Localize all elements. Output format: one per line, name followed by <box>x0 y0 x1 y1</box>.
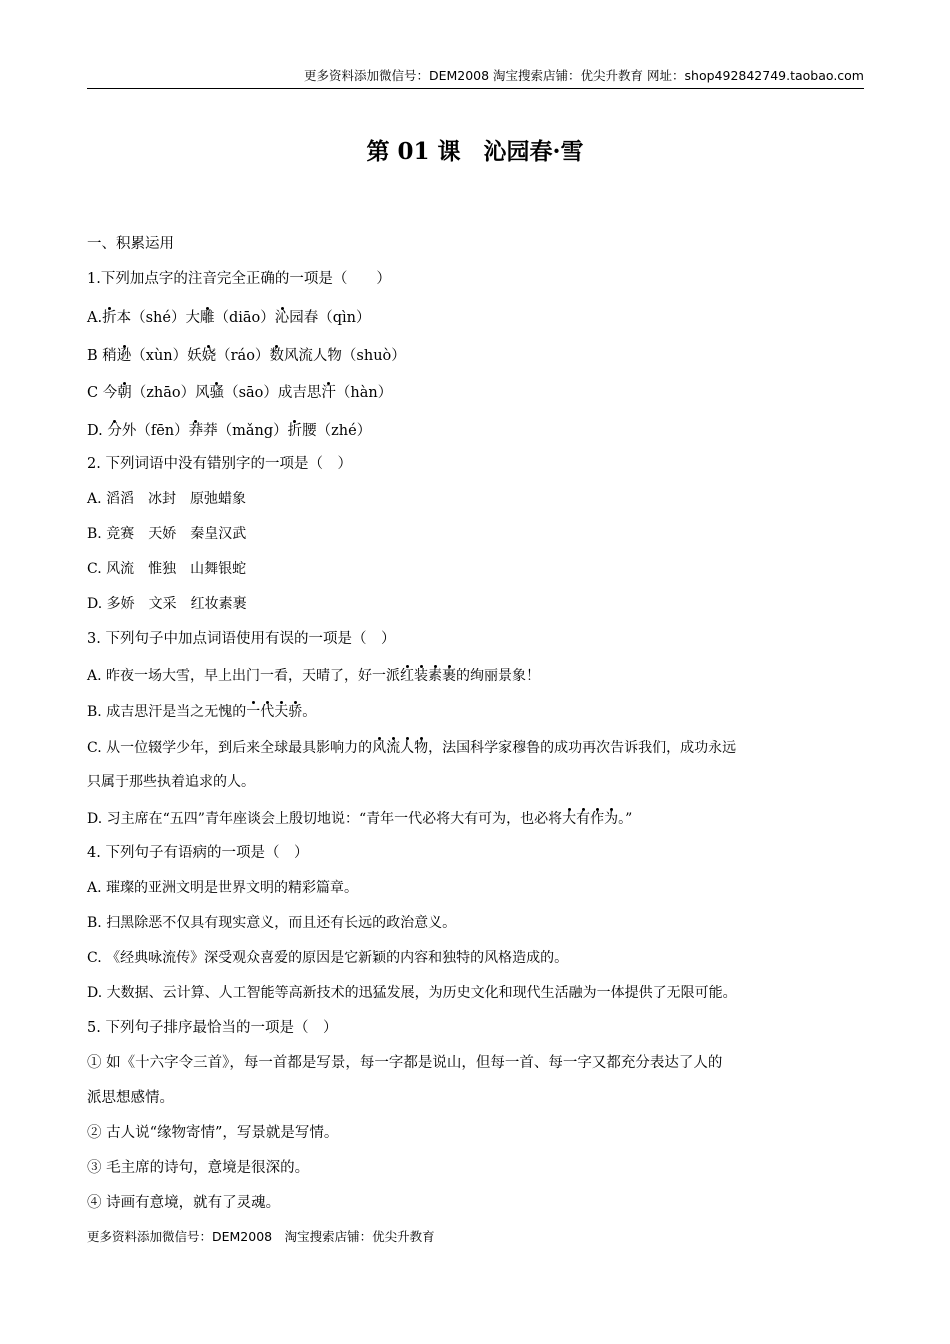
lesson-title: 第 01 课 沁园春·雪 <box>366 138 584 165</box>
question-3-option-a: A. 昨夜一场大雪，早上出门一看，天晴了，好一派红装素裹的绚丽景象！ <box>87 668 541 684</box>
dotted-char: 沁 <box>274 310 290 326</box>
section-heading: 一、积累运用 <box>87 236 174 252</box>
question-2-option-d: D. 多娇 文采 红妆素裹 <box>87 596 247 612</box>
question-3-option-c-cont: 只属于那些执着追求的人。 <box>87 774 255 790</box>
dotted-char: 有 <box>576 811 591 827</box>
question-1-option-c: C 今朝（zhāo）风骚（sāo）成吉思汗（hàn） <box>87 385 393 401</box>
question-3-stem: 3. 下列句子中加点词语使用有误的一项是（ ） <box>87 631 396 647</box>
question-4-option-c: C. 《经典咏流传》深受观众喜爱的原因是它新颖的内容和独特的风格造成的。 <box>87 950 569 966</box>
dotted-char: 天 <box>274 704 289 720</box>
dotted-char: 大 <box>562 811 577 827</box>
question-4-option-d: D. 大数据、云计算、人工智能等高新技术的迅猛发展，为历史文化和现代生活融为一体提供了无限可能。 <box>87 985 737 1001</box>
dotted-char: 雕 <box>199 310 215 326</box>
dotted-char: 数 <box>269 347 284 364</box>
header-divider <box>87 88 864 89</box>
question-1-option-d: D. 分外（fēn）莽莽（mǎng）折腰（zhé） <box>87 422 372 439</box>
question-2-stem: 2. 下列词语中没有错别字的一项是（ ） <box>87 456 352 472</box>
question-3-option-c: C. 从一位辍学少年，到后来全球最具影响力的风流人物，法国科学家穆鲁的成功再次告诉我们，成功永远 <box>87 740 737 756</box>
dotted-char: 折 <box>287 422 303 439</box>
dotted-char: 朝 <box>117 385 132 401</box>
question-4-stem: 4. 下列句子有语病的一项是（ ） <box>87 845 309 861</box>
dotted-char: 逊 <box>116 347 132 364</box>
dotted-char: 作 <box>590 811 605 827</box>
dotted-char: 代 <box>260 704 275 720</box>
dotted-char: 流 <box>386 740 401 756</box>
document-body <box>87 226 864 1220</box>
question-4-option-a: A. 璀璨的亚洲文明是世界文明的精彩篇章。 <box>87 880 359 896</box>
dotted-char: 莽 <box>188 422 204 439</box>
question-1-stem: 1.下列加点字的注音完全正确的一项是（ ） <box>87 271 391 287</box>
dotted-char: 一 <box>246 704 261 720</box>
question-3-option-d: D. 习主席在“五四”青年座谈会上殷切地说：“青年一代必将大有可为，也必将大有作为。” <box>87 811 633 827</box>
question-1-option-b: B 稍逊（xùn）妖娆（ráo）数风流人物（shuò） <box>87 347 406 364</box>
dotted-char: 素 <box>428 668 443 684</box>
question-2-option-b: B. 竞赛 天娇 秦皇汉武 <box>87 526 247 542</box>
dotted-char: 装 <box>414 668 429 684</box>
dotted-char: 娆 <box>201 347 217 364</box>
dotted-char: 物 <box>414 740 429 756</box>
question-5-sentence-3: ③ 毛主席的诗句，意境是很深的。 <box>87 1160 310 1176</box>
dotted-char: 裹 <box>442 668 457 684</box>
question-2-option-a: A. 滔滔 冰封 原弛蜡象 <box>87 491 247 507</box>
question-5-sentence-1: ① 如《十六字令三首》，每一首都是写景，每一字都是说山，但每一首、每一字又都充分表达了人的 <box>87 1055 723 1071</box>
page-footer: 更多资料添加微信号：DEM2008 淘宝搜索店铺：优尖升教育 <box>87 1229 435 1244</box>
page-header: 更多资料添加微信号：DEM2008 淘宝搜索店铺：优尖升教育 网址：shop492842749.taobao.com <box>303 68 864 83</box>
dotted-char: 风 <box>372 740 387 756</box>
dotted-char: 骚 <box>209 385 225 401</box>
dotted-char: 折 <box>102 310 117 326</box>
question-3-option-b: B. 成吉思汗是当之无愧的一代天骄。 <box>87 704 317 720</box>
dotted-char: 人 <box>400 740 415 756</box>
dotted-char: 红 <box>400 668 415 684</box>
dotted-char: 分 <box>107 422 122 439</box>
question-5-sentence-1-cont: 派思想感情。 <box>87 1090 174 1106</box>
question-5-stem: 5. 下列句子排序最恰当的一项是（ ） <box>87 1020 338 1036</box>
question-2-option-c: C. 风流 惟独 山舞银蛇 <box>87 561 247 577</box>
question-5-sentence-2: ② 古人说“缘物寄情”，写景就是写情。 <box>87 1125 339 1141</box>
question-5-sentence-4: ④ 诗画有意境，就有了灵魂。 <box>87 1195 281 1211</box>
dotted-char: 汗 <box>321 385 336 401</box>
question-4-option-b: B. 扫黑除恶不仅具有现实意义，而且还有长远的政治意义。 <box>87 915 457 931</box>
question-1-option-a: A.折本（shé）大雕（diāo）沁园春（qìn） <box>87 310 371 326</box>
dotted-char: 为 <box>604 811 619 827</box>
dotted-char: 骄 <box>288 704 303 720</box>
